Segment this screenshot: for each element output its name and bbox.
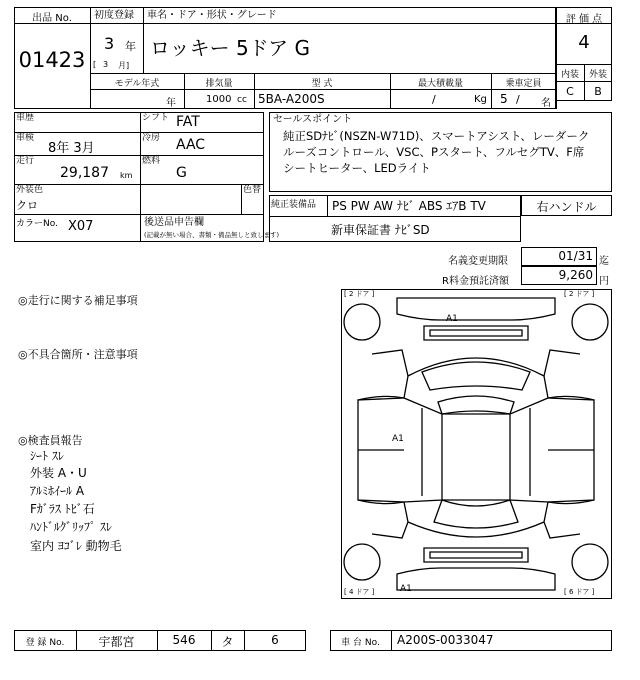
first-reg-month: 3 <box>103 60 109 69</box>
name-change-label: 名義変更期限 <box>448 256 508 267</box>
damage-mark-front: A1 <box>446 314 458 324</box>
max-load-unit: Kg <box>474 94 487 105</box>
wheel-front-left-icon <box>344 304 380 340</box>
damage-mark-left: A1 <box>392 434 404 444</box>
reg-kana: タ <box>221 635 234 649</box>
recycle-label: R料金預託済額 <box>442 276 509 287</box>
color-change-label: 色替 <box>243 185 262 195</box>
max-load-label: 最大積載量 <box>417 79 463 89</box>
mileage-unit: km <box>120 171 133 180</box>
score-label: 評 価 点 <box>565 14 603 25</box>
recycle-value: 9,260 <box>558 268 593 282</box>
model-year-label: モデル年式 <box>114 79 160 89</box>
equipment-label: 純正装備品 <box>271 200 317 210</box>
inspection-value: 8年 3月 <box>48 141 95 156</box>
reg-number: 6 <box>271 633 279 647</box>
fuel-value: G <box>176 165 187 181</box>
inspector-line: ｼｰﾄ ｽﾚ <box>30 449 64 463</box>
sales-points-label: セールスポイント <box>273 114 353 125</box>
chassis-value: A200S-0033047 <box>397 633 494 647</box>
inspector-line: 外装 A・U <box>30 466 87 480</box>
capacity-unit: 名 <box>541 98 551 109</box>
warranty-value: 新車保証書 ﾅﾋﾞSD <box>331 223 430 237</box>
max-load-slash: / <box>432 93 436 106</box>
equipment-value: PS PW AW ﾅﾋﾞ ABS ｴｱB TV <box>332 199 486 213</box>
driving-notes-title: ◎走行に関する補足事項 <box>18 294 138 307</box>
capacity-value: 5 <box>500 92 508 106</box>
reg-area: 宇都宮 <box>98 635 135 649</box>
inspector-line: ｱﾙﾐﾎｲｰﾙ A <box>30 484 85 498</box>
capacity-slash: / <box>516 93 520 106</box>
inspector-line: 室内 ﾖｺﾞﾚ 動物毛 <box>30 539 122 553</box>
defects-notes-title: ◎不具合箇所・注意事項 <box>18 348 138 361</box>
car-diagram <box>341 289 612 599</box>
handle-value: 右ハンドル <box>536 200 597 214</box>
model-year-unit: 年 <box>166 98 176 109</box>
score-value: 4 <box>578 32 590 53</box>
car-name-label: 車名・ドア・形状・グレード <box>147 10 277 21</box>
inspection-label: 車検 <box>16 133 35 143</box>
late-report-note: (記載が無い場合、書類・備品無しと致します) <box>144 231 280 239</box>
inspector-line: ﾊﾝﾄﾞﾙｸﾞﾘｯﾌﾟ ｽﾚ <box>30 520 112 534</box>
first-reg-label: 初度登録 <box>94 10 134 21</box>
history-label: 車歴 <box>16 113 35 123</box>
lot-number: 01423 <box>18 48 86 72</box>
displacement-label: 排気量 <box>205 79 233 89</box>
door-rear-right-label: [ 6 ドア ] <box>564 588 595 596</box>
reg-label: 登 録 No. <box>25 638 65 648</box>
ext-color-value: クロ <box>16 199 38 212</box>
late-report-label: 後送品申告欄 <box>144 217 204 228</box>
interior-label: 内装 <box>560 70 579 80</box>
displacement-value: 1000 <box>206 94 232 105</box>
recycle-suffix: 円 <box>599 276 609 287</box>
shift-label: シフト <box>142 113 170 123</box>
exterior-grade: B <box>594 85 602 98</box>
ext-color-label: 外装色 <box>16 185 44 195</box>
color-no-label: カラーNo. <box>16 219 58 229</box>
door-front-left-label: [ 2 ドア ] <box>344 290 375 298</box>
aircon-label: 冷房 <box>142 133 161 143</box>
mileage-label: 走行 <box>16 156 35 166</box>
inspector-line: Fｶﾞﾗｽ ﾄﾋﾞ石 <box>30 502 95 516</box>
sales-points-text: 純正SDﾅﾋﾞ(NSZN-W71D)、スマートアシスト、レーダークルーズコントロール、VSC、Pスタート、フルセグTV、F席シートヒーター、LEDライト <box>283 129 590 175</box>
reg-class: 546 <box>172 633 196 647</box>
exterior-label: 外装 <box>588 70 607 80</box>
model-value: 5BA-A200S <box>258 92 325 106</box>
inspector-report-title: ◎検査員報告 <box>18 434 83 447</box>
mileage-value: 29,187 <box>60 165 109 181</box>
wheel-rear-right-icon <box>572 544 608 580</box>
color-no-value: X07 <box>68 219 94 234</box>
wheel-front-right-icon <box>572 304 608 340</box>
name-change-value: 01/31 <box>558 249 593 263</box>
chassis-label: 車 台 No. <box>341 638 380 648</box>
shift-value: FAT <box>176 114 200 130</box>
first-reg-month-open: [ <box>93 60 97 69</box>
door-rear-left-label: [ 4 ドア ] <box>344 588 375 596</box>
door-front-right-label: [ 2 ドア ] <box>564 290 595 298</box>
lot-label: 出品 No. <box>32 13 72 24</box>
model-label: 型 式 <box>311 79 333 89</box>
first-reg-month-close: 月] <box>118 61 130 70</box>
aircon-value: AAC <box>176 137 206 153</box>
fuel-label: 燃料 <box>142 156 161 166</box>
wheel-rear-left-icon <box>344 544 380 580</box>
first-reg-year: 3 <box>104 34 115 53</box>
displacement-unit: cc <box>237 95 247 105</box>
name-change-suffix: 迄 <box>599 256 609 267</box>
car-name: ロッキー 5ドア G <box>150 36 310 60</box>
first-reg-year-unit: 年 <box>125 40 136 53</box>
interior-grade: C <box>566 85 574 98</box>
capacity-label: 乗車定員 <box>505 79 542 89</box>
damage-mark-rear: A1 <box>400 584 412 594</box>
